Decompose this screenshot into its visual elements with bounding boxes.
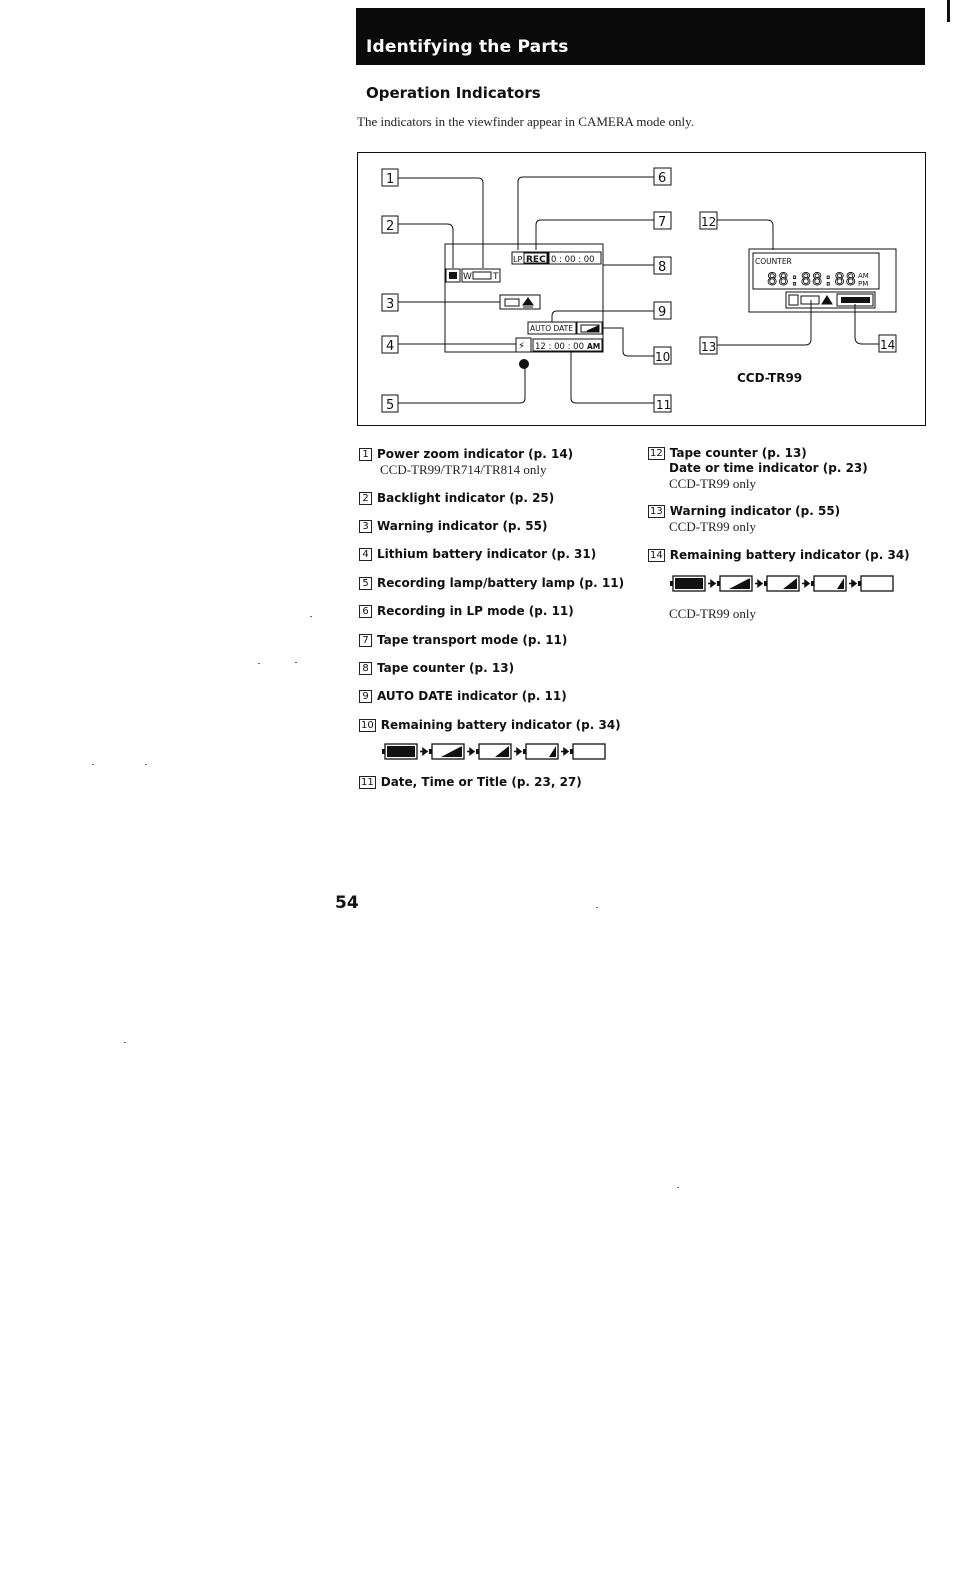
leader-13 <box>717 300 811 345</box>
svg-text:14: 14 <box>880 338 896 352</box>
page-number: 54 <box>335 893 359 913</box>
list-item: 9 AUTO DATE indicator (p. 11) <box>359 689 567 703</box>
arrow-right-icon <box>755 581 762 587</box>
callout-11 <box>654 395 671 412</box>
list-item: 5 Recording lamp/battery lamp (p. 11) <box>359 576 624 590</box>
callout-1 <box>382 169 398 187</box>
svg-text:⚡: ⚡ <box>518 341 526 352</box>
battery-sequence-left <box>380 742 612 762</box>
svg-text:REC: REC <box>526 255 546 265</box>
callout-7 <box>654 212 671 230</box>
battery-level-icon <box>717 576 752 591</box>
svg-text:10: 10 <box>655 350 671 364</box>
auto-date-battery <box>528 322 602 334</box>
list-item: 14 Remaining battery indicator (p. 34) <box>650 548 910 562</box>
lp-rec-counter-readout <box>512 252 601 265</box>
svg-text:2: 2 <box>386 219 395 234</box>
lithium-time-readout <box>516 338 602 352</box>
list-item: 1 Power zoom indicator (p. 14) CCD-TR99/TR714/TR814 only <box>359 447 573 478</box>
svg-text:AM: AM <box>587 342 601 351</box>
page-header-title: Identifying the Parts <box>366 37 569 57</box>
recording-lamp <box>519 359 529 369</box>
model-label: CCD-TR99 <box>737 371 803 385</box>
callout-8 <box>654 257 671 275</box>
list-item: 7 Tape transport mode (p. 11) <box>359 633 567 647</box>
svg-text:COUNTER: COUNTER <box>755 257 792 266</box>
battery-level-icon <box>476 744 511 759</box>
callout-9 <box>654 302 671 320</box>
battery-sequence-right <box>668 574 900 594</box>
operation-indicators-diagram <box>357 152 926 426</box>
svg-text:13: 13 <box>701 340 717 354</box>
list-item: 8 Tape counter (p. 13) <box>359 661 514 675</box>
list-item: 2 Backlight indicator (p. 25) <box>359 491 554 505</box>
battery-level-icon <box>570 744 605 759</box>
svg-text:4: 4 <box>386 339 395 354</box>
arrow-right-icon <box>467 749 474 755</box>
warning-indicator <box>500 295 540 309</box>
leader-5 <box>398 367 525 403</box>
list-item: 4 Lithium battery indicator (p. 31) <box>359 547 596 561</box>
leader-6 <box>518 177 654 250</box>
svg-text:PM: PM <box>858 280 869 288</box>
list-item-note: CCD-TR99 only <box>669 606 757 621</box>
svg-text:1: 1 <box>386 172 395 187</box>
backlight-zoom-indicator <box>446 269 500 282</box>
svg-text:AM: AM <box>858 272 869 280</box>
leader-10 <box>603 328 654 356</box>
callout-12 <box>700 212 717 229</box>
callout-10 <box>654 347 671 364</box>
svg-text:12 : 00 : 00: 12 : 00 : 00 <box>535 342 584 352</box>
list-item: 12 Tape counter (p. 13) Date or time indicator (p. 23) CCD-TR99 only <box>650 446 868 491</box>
battery-level-icon <box>858 576 893 591</box>
svg-text:6: 6 <box>658 171 667 186</box>
callout-13 <box>700 337 717 354</box>
list-item: 10 Remaining battery indicator (p. 34) <box>361 718 621 732</box>
battery-level-icon <box>670 576 705 591</box>
callout-6 <box>654 168 671 186</box>
battery-level-icon <box>523 744 558 759</box>
callout-2 <box>382 216 398 234</box>
list-item: 6 Recording in LP mode (p. 11) <box>359 604 574 618</box>
svg-text:AUTO DATE: AUTO DATE <box>530 324 574 333</box>
battery-level-icon <box>382 744 417 759</box>
svg-text:88:88:88: 88:88:88 <box>767 270 857 290</box>
intro-text: The indicators in the viewfinder appear in CAMERA mode only. <box>357 114 695 129</box>
svg-text:LP: LP <box>513 255 523 264</box>
svg-text:T: T <box>493 272 499 282</box>
svg-text:12: 12 <box>701 215 717 229</box>
arrow-right-icon <box>849 581 856 587</box>
svg-text:0 : 00 : 00: 0 : 00 : 00 <box>551 255 595 265</box>
arrow-right-icon <box>514 749 521 755</box>
svg-text:3: 3 <box>386 297 395 312</box>
arrow-right-icon <box>420 749 427 755</box>
leader-7 <box>536 220 654 250</box>
svg-text:8: 8 <box>658 260 667 275</box>
list-item: 11 Date, Time or Title (p. 23, 27) <box>361 775 582 789</box>
callout-5 <box>382 395 398 413</box>
svg-text:11: 11 <box>656 398 672 412</box>
svg-text:9: 9 <box>658 305 667 320</box>
svg-text:7: 7 <box>658 215 667 230</box>
callout-3 <box>382 294 398 312</box>
svg-text:5: 5 <box>386 398 395 413</box>
battery-level-icon <box>429 744 464 759</box>
battery-level-icon <box>764 576 799 591</box>
leader-1 <box>398 178 483 268</box>
battery-level-icon <box>811 576 846 591</box>
list-item: 3 Warning indicator (p. 55) <box>359 519 547 533</box>
callout-14 <box>879 335 896 352</box>
arrow-right-icon <box>561 749 568 755</box>
leader-14 <box>855 304 879 344</box>
leader-11 <box>571 350 654 403</box>
arrow-right-icon <box>708 581 715 587</box>
edge-mark <box>947 0 950 22</box>
list-item: 13 Warning indicator (p. 55) CCD-TR99 only <box>650 504 841 534</box>
svg-text:W: W <box>463 272 472 282</box>
callout-4 <box>382 336 398 354</box>
leader-12 <box>717 220 773 250</box>
arrow-right-icon <box>802 581 809 587</box>
section-title: Operation Indicators <box>366 84 541 102</box>
